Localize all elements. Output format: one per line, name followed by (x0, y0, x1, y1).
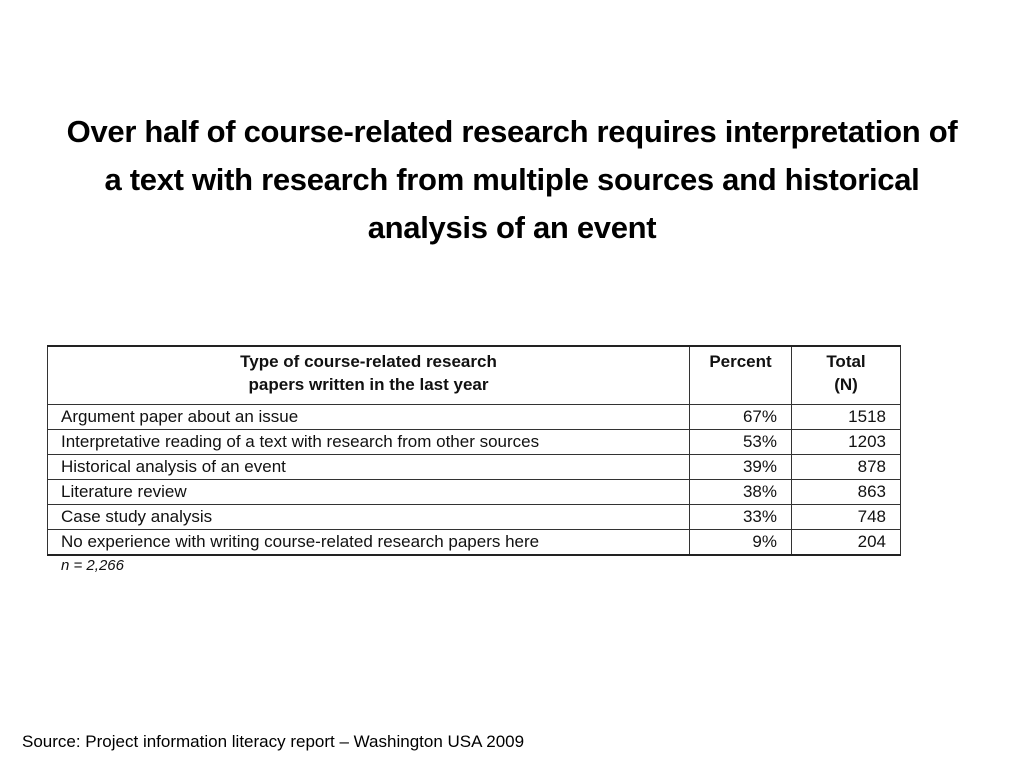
row-total: 1518 (792, 405, 901, 430)
table-row (48, 480, 901, 505)
row-percent: 38% (690, 480, 792, 505)
table-header-row (48, 346, 901, 405)
row-total: 204 (792, 530, 901, 556)
table-row (48, 455, 901, 480)
table-row (48, 505, 901, 530)
row-total: 748 (792, 505, 901, 530)
header-percent (690, 346, 792, 405)
header-type-line1: Type of course-related research (240, 352, 497, 371)
row-percent: 39% (690, 455, 792, 480)
header-type (48, 346, 690, 405)
row-type: Historical analysis of an event (48, 455, 690, 480)
header-percent-label: Percent (709, 352, 772, 371)
header-total-line2: (N) (834, 375, 858, 394)
header-total-line1: Total (826, 352, 866, 371)
row-type: Literature review (48, 480, 690, 505)
row-type: Interpretative reading of a text with research from other sources (48, 430, 690, 455)
row-type: Argument paper about an issue (48, 405, 690, 430)
source-citation: Source: Project information literacy report – Washington USA 2009 (22, 732, 525, 751)
row-percent: 67% (690, 405, 792, 430)
row-percent: 53% (690, 430, 792, 455)
row-total: 1203 (792, 430, 901, 455)
header-type-line2: papers written in the last year (248, 375, 489, 394)
header-total (792, 346, 901, 405)
row-percent: 33% (690, 505, 792, 530)
row-total: 878 (792, 455, 901, 480)
research-table-container (47, 345, 900, 574)
row-percent: 9% (690, 530, 792, 556)
table-row (48, 405, 901, 430)
sample-size-note: n = 2,266 (61, 557, 124, 574)
row-type: No experience with writing course-related research papers here (48, 530, 690, 556)
research-papers-table (47, 345, 901, 556)
row-total: 863 (792, 480, 901, 505)
row-type: Case study analysis (48, 505, 690, 530)
slide-title: Over half of course-related research requires interpretation of a text with research from multiple sources and historical analysis of an event (66, 114, 958, 245)
table-row (48, 530, 901, 556)
table-row (48, 430, 901, 455)
